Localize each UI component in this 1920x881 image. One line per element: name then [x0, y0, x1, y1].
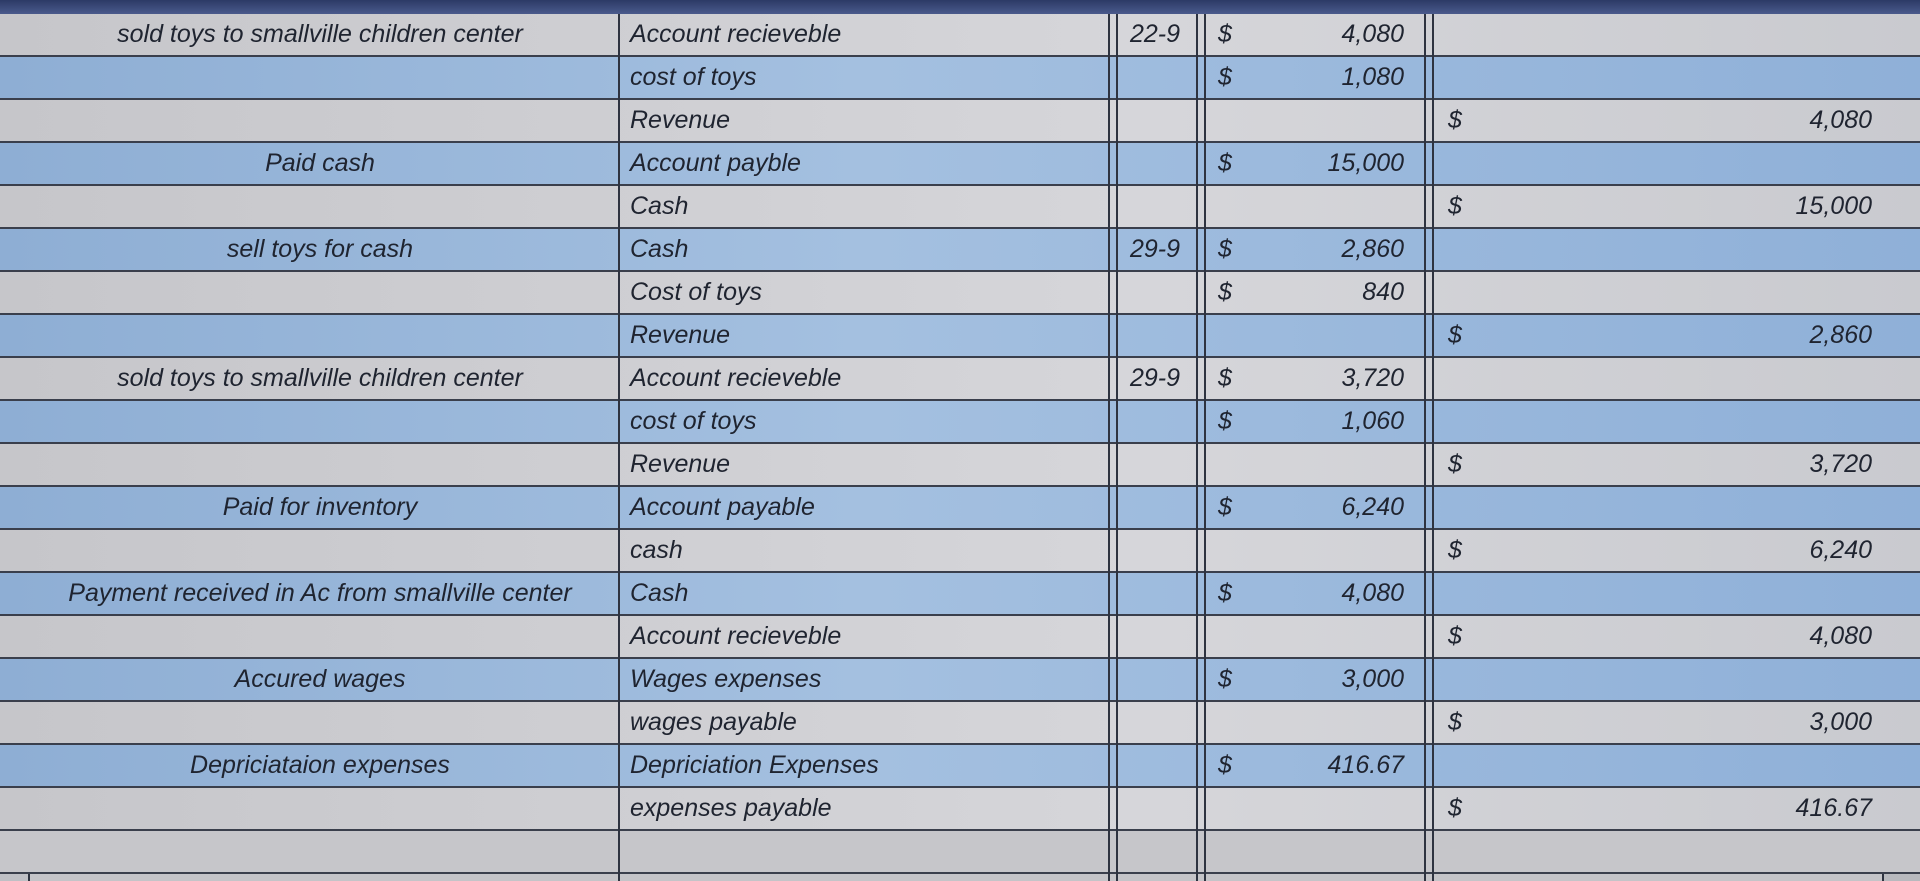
debit-currency-cell[interactable]	[1210, 100, 1240, 141]
date-cell[interactable]	[1110, 831, 1194, 872]
date-cell[interactable]	[1110, 57, 1194, 98]
credit-amount-cell[interactable]: 3,000	[1809, 708, 1872, 736]
debit-currency-cell[interactable]: $	[1218, 149, 1232, 177]
header-bar	[0, 0, 1920, 14]
credit-amount-cell[interactable]	[1500, 573, 1880, 614]
credit-amount-cell[interactable]	[1500, 229, 1880, 270]
description-cell[interactable]	[30, 702, 610, 743]
credit-amount-cell[interactable]	[1500, 143, 1880, 184]
table-row[interactable]	[0, 100, 1920, 143]
debit-amount-cell[interactable]: 15,000	[1327, 149, 1404, 177]
credit-currency-cell[interactable]	[1440, 143, 1470, 184]
date-cell[interactable]	[1110, 315, 1194, 356]
debit-amount-cell[interactable]: 1,060	[1341, 407, 1404, 435]
description-cell[interactable]: Paid cash	[265, 149, 375, 177]
account-cell[interactable]: cost of toys	[630, 407, 757, 435]
credit-amount-cell[interactable]	[1500, 57, 1880, 98]
account-cell[interactable]: expenses payable	[630, 794, 832, 822]
description-cell[interactable]	[30, 100, 610, 141]
table-row[interactable]	[0, 831, 1920, 874]
credit-currency-cell[interactable]	[1440, 358, 1470, 399]
debit-amount-cell[interactable]	[1250, 315, 1410, 356]
account-cell[interactable]: cost of toys	[630, 63, 757, 91]
description-cell[interactable]	[30, 401, 610, 442]
credit-currency-cell[interactable]: $	[1448, 450, 1462, 478]
credit-currency-cell[interactable]: $	[1448, 536, 1462, 564]
credit-amount-cell[interactable]	[1500, 487, 1880, 528]
debit-currency-cell[interactable]	[1210, 186, 1240, 227]
credit-currency-cell[interactable]	[1440, 401, 1470, 442]
date-cell[interactable]	[1110, 444, 1194, 485]
column-divider	[618, 14, 620, 881]
debit-currency-cell[interactable]	[1210, 444, 1240, 485]
table-row[interactable]	[0, 358, 1920, 401]
debit-currency-cell[interactable]: $	[1218, 407, 1232, 435]
date-cell[interactable]	[1110, 143, 1194, 184]
credit-amount-cell[interactable]	[1500, 745, 1880, 786]
description-cell[interactable]: Accured wages	[234, 665, 406, 693]
table-row[interactable]	[0, 573, 1920, 616]
date-cell[interactable]	[1110, 401, 1194, 442]
table-row[interactable]	[0, 143, 1920, 186]
date-cell[interactable]	[1110, 745, 1194, 786]
debit-amount-cell[interactable]	[1250, 616, 1410, 657]
table-row[interactable]	[0, 315, 1920, 358]
account-cell[interactable]: Account recieveble	[630, 20, 842, 48]
description-cell[interactable]: Depriciataion expenses	[190, 751, 450, 779]
date-cell[interactable]: 29-9	[1129, 364, 1180, 392]
debit-amount-cell[interactable]: 1,080	[1341, 63, 1404, 91]
credit-amount-cell[interactable]	[1500, 272, 1880, 313]
date-cell[interactable]	[1110, 573, 1194, 614]
description-cell[interactable]	[30, 444, 610, 485]
credit-currency-cell[interactable]: $	[1448, 622, 1462, 650]
table-row[interactable]	[0, 487, 1920, 530]
debit-currency-cell[interactable]	[1210, 831, 1240, 872]
debit-amount-cell[interactable]	[1250, 186, 1410, 227]
credit-currency-cell[interactable]	[1440, 229, 1470, 270]
description-cell[interactable]: sell toys for cash	[226, 235, 414, 263]
account-cell[interactable]: wages payable	[630, 708, 797, 736]
debit-amount-cell[interactable]: 4,080	[1341, 579, 1404, 607]
description-cell[interactable]	[30, 831, 610, 872]
credit-currency-cell[interactable]	[1440, 573, 1470, 614]
date-cell[interactable]	[1110, 788, 1194, 829]
column-divider	[1424, 14, 1434, 881]
credit-amount-cell[interactable]	[1500, 358, 1880, 399]
credit-amount-cell[interactable]: 4,080	[1809, 106, 1872, 134]
debit-amount-cell[interactable]	[1250, 788, 1410, 829]
table-row[interactable]	[0, 229, 1920, 272]
account-cell[interactable]: Revenue	[630, 106, 731, 134]
description-cell[interactable]	[30, 530, 610, 571]
debit-amount-cell[interactable]	[1250, 831, 1410, 872]
credit-amount-cell[interactable]	[1500, 831, 1880, 872]
credit-currency-cell[interactable]	[1440, 57, 1470, 98]
credit-amount-cell[interactable]: 416.67	[1795, 794, 1872, 822]
account-cell[interactable]: Cost of toys	[630, 278, 762, 306]
debit-currency-cell[interactable]: $	[1218, 579, 1232, 607]
column-divider	[1108, 14, 1118, 881]
debit-currency-cell[interactable]: $	[1218, 493, 1232, 521]
debit-currency-cell[interactable]: $	[1218, 235, 1232, 263]
credit-currency-cell[interactable]	[1440, 831, 1470, 872]
debit-amount-cell[interactable]	[1250, 444, 1410, 485]
description-cell[interactable]	[30, 315, 610, 356]
credit-currency-cell[interactable]	[1440, 14, 1470, 55]
account-cell[interactable]: Cash	[630, 579, 689, 607]
table-row[interactable]	[0, 401, 1920, 444]
description-cell[interactable]	[30, 186, 610, 227]
account-cell[interactable]: Revenue	[630, 450, 731, 478]
debit-currency-cell[interactable]: $	[1218, 278, 1232, 306]
credit-currency-cell[interactable]	[1440, 272, 1470, 313]
credit-amount-cell[interactable]	[1500, 659, 1880, 700]
description-cell[interactable]	[30, 788, 610, 829]
date-cell[interactable]	[1110, 616, 1194, 657]
description-cell[interactable]	[30, 616, 610, 657]
date-cell[interactable]	[1110, 530, 1194, 571]
credit-amount-cell[interactable]	[1500, 14, 1880, 55]
debit-amount-cell[interactable]: 4,080	[1341, 20, 1404, 48]
table-row[interactable]	[0, 444, 1920, 487]
debit-currency-cell[interactable]: $	[1218, 20, 1232, 48]
debit-currency-cell[interactable]	[1210, 315, 1240, 356]
account-cell[interactable]: Cash	[630, 235, 689, 263]
debit-amount-cell[interactable]	[1250, 530, 1410, 571]
account-cell[interactable]: cash	[630, 536, 683, 564]
debit-currency-cell[interactable]	[1210, 530, 1240, 571]
table-row[interactable]	[0, 186, 1920, 229]
date-cell[interactable]: 29-9	[1129, 235, 1180, 263]
credit-amount-cell[interactable]: 4,080	[1809, 622, 1872, 650]
debit-amount-cell[interactable]	[1250, 702, 1410, 743]
debit-currency-cell[interactable]: $	[1218, 364, 1232, 392]
account-cell[interactable]: Wages expenses	[630, 665, 822, 693]
debit-currency-cell[interactable]	[1210, 616, 1240, 657]
table-row[interactable]	[0, 659, 1920, 702]
table-row[interactable]	[0, 272, 1920, 315]
debit-currency-cell[interactable]: $	[1218, 63, 1232, 91]
credit-amount-cell[interactable]	[1500, 401, 1880, 442]
credit-amount-cell[interactable]: 15,000	[1795, 192, 1872, 220]
account-cell[interactable]: Depriciation Expenses	[630, 751, 879, 779]
account-cell[interactable]: Account recieveble	[630, 622, 842, 650]
debit-currency-cell[interactable]	[1210, 702, 1240, 743]
table-row[interactable]	[0, 616, 1920, 659]
account-cell[interactable]	[622, 831, 1107, 872]
date-cell[interactable]	[1110, 702, 1194, 743]
account-cell[interactable]: Cash	[630, 192, 689, 220]
account-cell[interactable]: Account payble	[630, 149, 801, 177]
credit-currency-cell[interactable]: $	[1448, 192, 1462, 220]
debit-amount-cell[interactable]: 2,860	[1341, 235, 1404, 263]
table-row[interactable]	[0, 702, 1920, 745]
credit-currency-cell[interactable]	[1440, 659, 1470, 700]
credit-currency-cell[interactable]: $	[1448, 321, 1462, 349]
debit-currency-cell[interactable]: $	[1218, 665, 1232, 693]
description-cell[interactable]: Paid for inventory	[222, 493, 418, 521]
table-row[interactable]	[0, 14, 1920, 57]
account-cell[interactable]: Account recieveble	[630, 364, 842, 392]
date-cell[interactable]	[1110, 186, 1194, 227]
date-cell[interactable]: 22-9	[1129, 20, 1180, 48]
credit-currency-cell[interactable]: $	[1448, 708, 1462, 736]
date-cell[interactable]	[1110, 100, 1194, 141]
date-cell[interactable]	[1110, 487, 1194, 528]
table-row[interactable]	[0, 57, 1920, 100]
column-divider	[1196, 14, 1206, 881]
credit-amount-cell[interactable]: 3,720	[1809, 450, 1872, 478]
table-row[interactable]	[0, 745, 1920, 788]
debit-amount-cell[interactable]: 840	[1362, 278, 1404, 306]
debit-currency-cell[interactable]: $	[1218, 751, 1232, 779]
date-cell[interactable]	[1110, 659, 1194, 700]
debit-amount-cell[interactable]: 6,240	[1341, 493, 1404, 521]
debit-amount-cell[interactable]	[1250, 100, 1410, 141]
account-cell[interactable]: Account payable	[630, 493, 815, 521]
date-cell[interactable]	[1110, 272, 1194, 313]
credit-amount-cell[interactable]: 6,240	[1809, 536, 1872, 564]
debit-amount-cell[interactable]: 416.67	[1327, 751, 1404, 779]
table-row[interactable]	[0, 530, 1920, 573]
credit-currency-cell[interactable]: $	[1448, 106, 1462, 134]
description-cell[interactable]: Payment received in Ac from smallville center	[68, 579, 572, 607]
debit-currency-cell[interactable]	[1210, 788, 1240, 829]
credit-currency-cell[interactable]: $	[1448, 794, 1462, 822]
table-row[interactable]	[0, 788, 1920, 831]
description-cell[interactable]	[30, 272, 610, 313]
credit-currency-cell[interactable]	[1440, 487, 1470, 528]
credit-amount-cell[interactable]: 2,860	[1809, 321, 1872, 349]
debit-amount-cell[interactable]: 3,720	[1341, 364, 1404, 392]
debit-amount-cell[interactable]: 3,000	[1341, 665, 1404, 693]
description-cell[interactable]: sold toys to smallville children center	[117, 364, 523, 392]
description-cell[interactable]	[30, 57, 610, 98]
account-cell[interactable]: Revenue	[630, 321, 731, 349]
credit-currency-cell[interactable]	[1440, 745, 1470, 786]
description-cell[interactable]: sold toys to smallville children center	[117, 20, 523, 48]
